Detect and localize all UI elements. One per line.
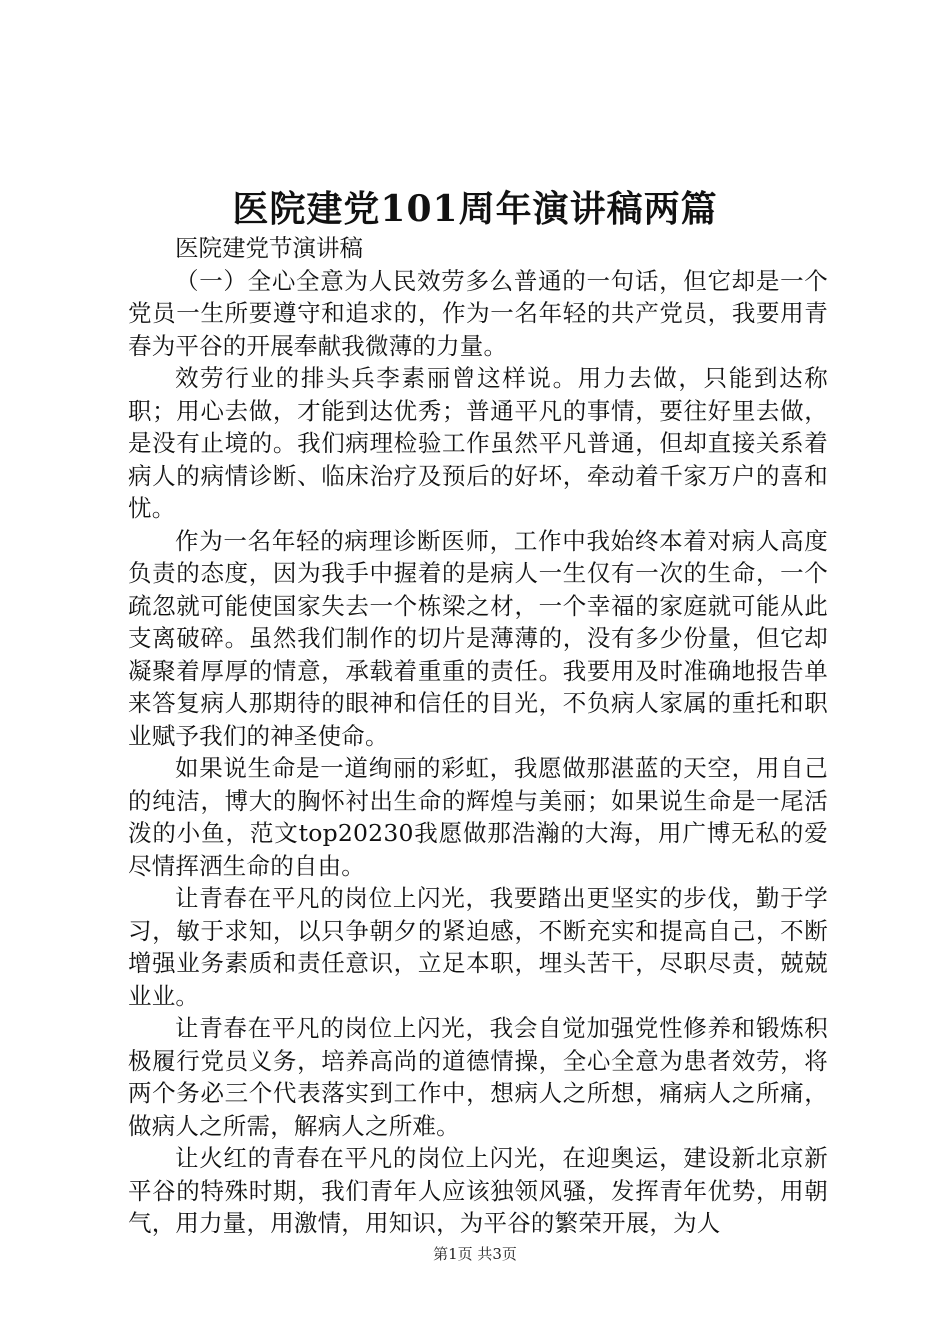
paragraph: 让青春在平凡的岗位上闪光，我会自觉加强党性修养和锻炼积极履行党员义务，培养高尚的道德情操，全心全意为患者效劳，将两个务必三个代表落实到工作中，想病人之所想，痛病人之所痛，做病人之所需，解病人之所难。 — [128, 1014, 828, 1140]
page-number-footer: 第1页 共3页 — [433, 1245, 517, 1263]
document-title: 医院建党101周年演讲稿两篇 — [232, 188, 718, 230]
document-subtitle: 医院建党节演讲稿 — [175, 234, 363, 262]
paragraph: 让青春在平凡的岗位上闪光，我要踏出更坚实的步伐，勤于学习，敏于求知，以只争朝夕的紧迫感，不断充实和提高自己，不断增强业务素质和责任意识，立足本职，埋头苦干，尽职尽责，兢兢业业。 — [128, 884, 828, 1010]
paragraph: （一）全心全意为人民效劳多么普通的一句话，但它却是一个党员一生所要遵守和追求的，作为一名年轻的共产党员，我要用青春为平谷的开展奉献我微薄的力量。 — [128, 266, 828, 360]
paragraph: 效劳行业的排头兵李素丽曾这样说。用力去做，只能到达称职；用心去做，才能到达优秀；普通平凡的事情，要往好里去做，是没有止境的。我们病理检验工作虽然平凡普通，但却直接关系着病人的病情诊断、临床治疗及预后的好坏，牵动着千家万户的喜和忧。 — [128, 364, 828, 522]
paragraph: 作为一名年轻的病理诊断医师，工作中我始终本着对病人高度负责的态度，因为我手中握着的是病人一生仅有一次的生命，一个疏忽就可能使国家失去一个栋梁之材，一个幸福的家庭就可能从此支离破碎。虽然我们制作的切片是薄薄的，没有多少份量，但它却凝聚着厚厚的情意，承载着重重的责任。我要用及时准确地报告单来答复病人那期待的眼神和信任的目光，不负病人家属的重托和职业赋予我们的神圣使命。 — [128, 526, 828, 750]
paragraph: 让火红的青春在平凡的岗位上闪光，在迎奥运，建设新北京新平谷的特殊时期，我们青年人应该独领风骚，发挥青年优势，用朝气，用力量，用激情，用知识，为平谷的繁荣开展，为人 — [128, 1144, 828, 1237]
document-body — [128, 232, 828, 1240]
paragraph: 如果说生命是一道绚丽的彩虹，我愿做那湛蓝的天空，用自己的纯洁，博大的胸怀衬出生命的辉煌与美丽；如果说生命是一尾活泼的小鱼，范文top20230我愿做那浩瀚的大海，用广博无私的爱尽情挥洒生命的自由。 — [128, 754, 828, 880]
